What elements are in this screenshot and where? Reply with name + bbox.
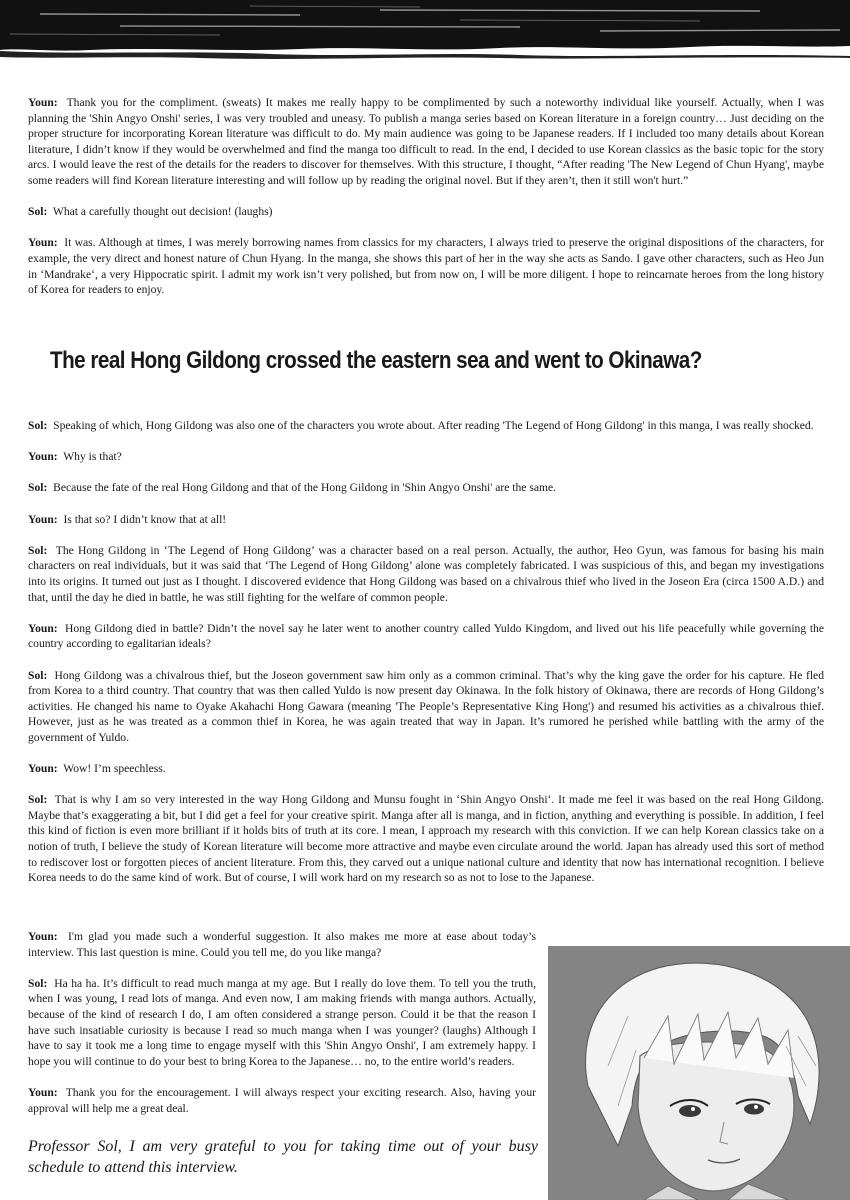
paragraph [28, 621, 824, 652]
speaker-label: Sol: [28, 419, 48, 432]
brush-stroke-header [0, 0, 850, 62]
paragraph-text: Ha ha ha. It’s difficult to read much manga at my age. But I really do love them. To tell you the truth, when I was young, I read lots of manga. And even now, I am making friends with manga authors. Actually, because of the kind of research I do, I am often considered a strange person. Could it be that the reason I have such insatiable curiosity is because I read so much manga when I was younger? (laughs) Although I have to say it took me a long time to engage myself with this 'Shin Angyo Onshi', I am extremely happy. I hope you will continue to do your best to bring Korea to the Japanese… no, to the entire world’s readers. [28, 976, 536, 1068]
paragraph [28, 480, 824, 496]
paragraph-text: Why is that? [63, 450, 122, 464]
speaker-label: Sol: [28, 205, 48, 219]
paragraph-text: Because the fate of the real Hong Gildong and that of the Hong Gildong in 'Shin Angyo Onshi' are the same. [53, 481, 557, 495]
speaker-label: Youn: [28, 762, 58, 776]
paragraph-text: The Hong Gildong in ‘The Legend of Hong Gildong’ was a character based on a real person. Actually, the author, Heo Gyun, was famous for basing his main characters on real individuals, but it was said that ‘The Legend of Hong Gildong’ alone was completely fabricated. I was suspicious of this, and began my investigations into its origins. It turned out just as I thought. I discovered evidence that Hong Gildong was based on a chivalrous thief who lived in the Joseon Era (circa 1500 A.D.) and that, until the day he died in battle, he was still fighting for the welfare of common people. [28, 543, 824, 604]
paragraph-text: Speaking of which, Hong Gildong was also one of the characters you wrote about. After reading 'The Legend of Hong Gildong' in this manga, I was really shocked. [53, 419, 814, 432]
paragraph [28, 792, 824, 886]
speaker-label: Youn: [28, 1085, 58, 1099]
paragraph [28, 95, 824, 189]
paragraph [28, 512, 824, 528]
paragraph-text: Is that so? I didn’t know that at all! [63, 512, 227, 526]
speaker-label: Sol: [28, 976, 48, 990]
paragraph [28, 761, 824, 777]
speaker-label: Sol: [28, 793, 48, 807]
paragraph [28, 449, 824, 465]
paragraph-text: Thank you for the compliment. (sweats) It makes me really happy to be complimented by such a noteworthy individual like yourself. Actually, when I was planning the 'Shin Angyo Onshi' series, I was very troubled and uneasy. To publish a manga series based on Korean literature in a foreign country… Just deciding on the proper structure for incorporating Korean literature was difficult to do. My main audience was going to be Japanese readers. If I included too many details about Korean literature, I didn’t know if they would be overwhelmed and find the manga too difficult to read. In the end, I decided to use Korean classics as the basic topic for the story arcs. I would leave the rest of the details for the readers to discover for themselves. With this structure, I thought, “After reading 'The New Legend of Chun Hyang', maybe some readers will find Korean literature interesting and will follow up by reading the original novel. But if they aren’t, then it still won't hurt.” [28, 96, 824, 187]
speaker-label: Youn: [28, 621, 58, 635]
speaker-label: Youn: [28, 930, 58, 943]
paragraph [28, 929, 536, 960]
hong-gildong-section [28, 418, 824, 901]
paragraph [28, 235, 824, 297]
paragraph-text: Wow! I’m speechless. [63, 762, 166, 776]
paragraph-text: Hong Gildong died in battle? Didn’t the novel say he later went to another country called Yuldo Kingdom, and lived out his life peacefully while governing the country according to egalitarian ideals? [28, 621, 824, 651]
paragraph-text: Thank you for the encouragement. I will always respect your exciting research. Also, having your approval will help me a great deal. [28, 1085, 536, 1115]
speaker-label: Youn: [28, 512, 58, 526]
intro-section [28, 95, 824, 313]
paragraph [28, 976, 536, 1070]
paragraph-text: What a carefully thought out decision! (laughs) [52, 205, 273, 219]
paragraph [28, 543, 824, 605]
manga-character-illustration [548, 946, 850, 1200]
speaker-label: Youn: [28, 236, 58, 250]
closing-exchange [28, 929, 536, 1132]
paragraph [28, 1085, 536, 1116]
closing-remark: Professor Sol, I am very grateful to you for taking time out of your busy schedule to attend this interview. [28, 1138, 538, 1176]
paragraph [28, 204, 824, 220]
paragraph-text: I'm glad you made such a wonderful suggestion. It also makes me more at ease about today’s interview. This last question is mine. Could you tell me, do you like manga? [28, 930, 536, 959]
paragraph-text: Hong Gildong was a chivalrous thief, but the Joseon government saw him only as a common criminal. That’s why the king gave the order for his capture. He fled from Korea to a third country. That country that was then called Yuldo is now present day Okinawa. In the folk history of Okinawa, there are records of Hong Gildong’s activities. He changed his name to Oyake Akahachi Hong Gawara (meaning 'The People’s Representative King Hong') and resumed his activities as a chivalrous thief. However, just as he was treated as a common thief in Korea, he was again treated that way in Japan. It’s rumored he perished while battling with the army of the government of Yuldo. [28, 668, 824, 744]
paragraph [28, 418, 824, 434]
section-heading: The real Hong Gildong crossed the eastern sea and went to Okinawa? [50, 347, 702, 374]
speaker-label: Youn: [28, 96, 58, 109]
paragraph-text: It was. Although at times, I was merely borrowing names from classics for my characters, I always tried to preserve the original dispositions of the characters, for example, the very direct and honest nature of Chun Hyang. In the manga, she shows this part of her in the way she acts as Sando. I gave other characters, such as Heo Jun in ‘Mandrake‘, a very Hippocratic spirit. I admit my work isn’t very polished, but from now on, I will be more diligent. I hope to reincarnate heroes from the long history of Korea for readers to enjoy. [28, 236, 824, 297]
speaker-label: Youn: [28, 450, 58, 464]
speaker-label: Sol: [28, 668, 48, 682]
speaker-label: Sol: [28, 543, 48, 557]
paragraph [28, 668, 824, 746]
paragraph-text: That is why I am so very interested in the way Hong Gildong and Munsu fought in ‘Shin Angyo Onshi‘. It made me feel it was based on the real Hong Gildong. Maybe that’s exaggerating a bit, but I did get a feel for your creative spirit. Manga after all is manga, and in fiction, anything and everything is possible. In addition, I feel this kind of fiction is even more brilliant if it holds bits of truth at its core. I mean, I approach my research with this conviction. If we can help Korean classics take on a notion of truth, I believe the study of Korean literature will become more attractive and maybe even circulate around the world. Japan has already used this sort of method to rediscover lost or forgotten pieces of ancient literature. From this, they carved out a unique national culture and identity that now has international recognition. I believe Korea needs to do the same kind of work. But of course, I will work hard on my research so as not to lose to the Japanese. [28, 793, 824, 885]
speaker-label: Sol: [28, 481, 48, 495]
